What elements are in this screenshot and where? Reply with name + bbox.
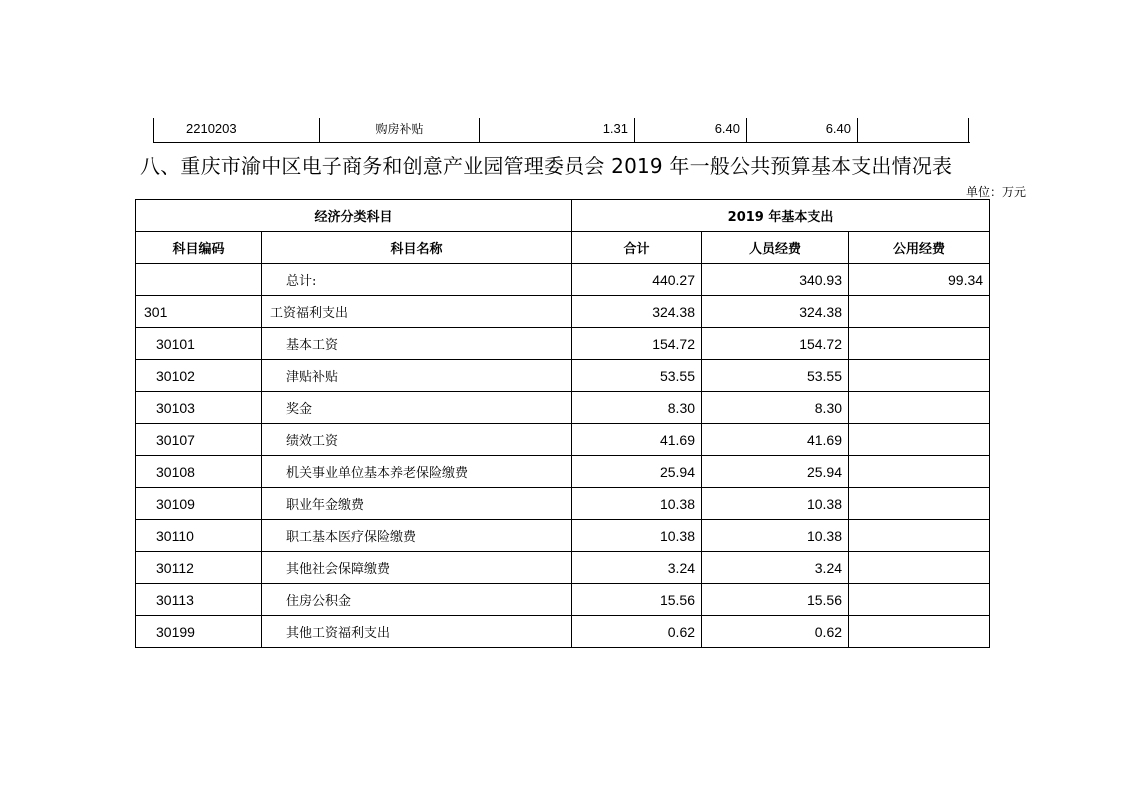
row-public [849, 552, 990, 584]
header-expense-group: 2019 年基本支出 [572, 200, 990, 232]
row-total: 10.38 [572, 488, 702, 520]
budget-table [135, 199, 990, 648]
row-public [849, 456, 990, 488]
prev-row-name: 购房补贴 [319, 118, 479, 143]
row-public: 99.34 [849, 264, 990, 296]
previous-table-row [153, 118, 970, 143]
table-row [136, 424, 990, 456]
row-personnel: 340.93 [702, 264, 849, 296]
row-personnel: 53.55 [702, 360, 849, 392]
table-row [136, 488, 990, 520]
table-row [136, 264, 990, 296]
table-row [136, 520, 990, 552]
row-total: 53.55 [572, 360, 702, 392]
row-personnel: 41.69 [702, 424, 849, 456]
header-code: 科目编码 [136, 232, 262, 264]
row-total: 25.94 [572, 456, 702, 488]
row-personnel: 3.24 [702, 552, 849, 584]
row-name: 其他工资福利支出 [262, 616, 572, 648]
table-row [136, 360, 990, 392]
table-row [136, 392, 990, 424]
row-public [849, 392, 990, 424]
header-public: 公用经费 [849, 232, 990, 264]
table-row [136, 616, 990, 648]
unit-label: 单位：万元 [965, 185, 1026, 199]
row-total: 154.72 [572, 328, 702, 360]
prev-row-value-2: 6.40 [634, 118, 746, 143]
row-personnel: 25.94 [702, 456, 849, 488]
row-code: 30109 [136, 488, 262, 520]
prev-row-value-4 [857, 118, 969, 143]
row-code: 30108 [136, 456, 262, 488]
row-code: 301 [136, 296, 262, 328]
row-code: 30103 [136, 392, 262, 424]
row-total: 8.30 [572, 392, 702, 424]
row-public [849, 296, 990, 328]
row-personnel: 324.38 [702, 296, 849, 328]
row-personnel: 10.38 [702, 488, 849, 520]
table-row [136, 328, 990, 360]
prev-row-value-3: 6.40 [746, 118, 857, 143]
row-code: 30112 [136, 552, 262, 584]
header-row-2 [136, 232, 990, 264]
header-total: 合计 [572, 232, 702, 264]
prev-row-value-1: 1.31 [479, 118, 634, 143]
row-code: 30110 [136, 520, 262, 552]
row-name: 住房公积金 [262, 584, 572, 616]
row-name: 职工基本医疗保险缴费 [262, 520, 572, 552]
prev-row-bottom-border [153, 142, 970, 143]
row-total: 3.24 [572, 552, 702, 584]
row-public [849, 584, 990, 616]
row-total: 440.27 [572, 264, 702, 296]
row-code: 30107 [136, 424, 262, 456]
row-personnel: 0.62 [702, 616, 849, 648]
table-row [136, 584, 990, 616]
row-total: 10.38 [572, 520, 702, 552]
row-public [849, 616, 990, 648]
header-row-1 [136, 200, 990, 232]
row-name: 奖金 [262, 392, 572, 424]
row-code: 30199 [136, 616, 262, 648]
row-name: 津贴补贴 [262, 360, 572, 392]
row-code [136, 264, 262, 296]
row-name: 机关事业单位基本养老保险缴费 [262, 456, 572, 488]
row-name: 绩效工资 [262, 424, 572, 456]
prev-row-code: 2210203 [153, 118, 319, 143]
row-name: 职业年金缴费 [262, 488, 572, 520]
row-personnel: 15.56 [702, 584, 849, 616]
row-personnel: 154.72 [702, 328, 849, 360]
row-public [849, 360, 990, 392]
row-personnel: 8.30 [702, 392, 849, 424]
page-title: 八、重庆市渝中区电子商务和创意产业园管理委员会 2019 年一般公共预算基本支出情况表 [140, 154, 953, 178]
row-total: 41.69 [572, 424, 702, 456]
header-personnel: 人员经费 [702, 232, 849, 264]
table-row [136, 552, 990, 584]
row-name: 基本工资 [262, 328, 572, 360]
row-code: 30113 [136, 584, 262, 616]
row-code: 30102 [136, 360, 262, 392]
table-row [136, 456, 990, 488]
row-public [849, 328, 990, 360]
header-name: 科目名称 [262, 232, 572, 264]
row-name: 工资福利支出 [262, 296, 572, 328]
table-row [136, 296, 990, 328]
row-code: 30101 [136, 328, 262, 360]
row-public [849, 424, 990, 456]
row-name: 总计: [262, 264, 572, 296]
row-total: 0.62 [572, 616, 702, 648]
row-total: 324.38 [572, 296, 702, 328]
row-public [849, 520, 990, 552]
header-econ-category: 经济分类科目 [136, 200, 572, 232]
row-personnel: 10.38 [702, 520, 849, 552]
row-public [849, 488, 990, 520]
row-total: 15.56 [572, 584, 702, 616]
row-name: 其他社会保障缴费 [262, 552, 572, 584]
